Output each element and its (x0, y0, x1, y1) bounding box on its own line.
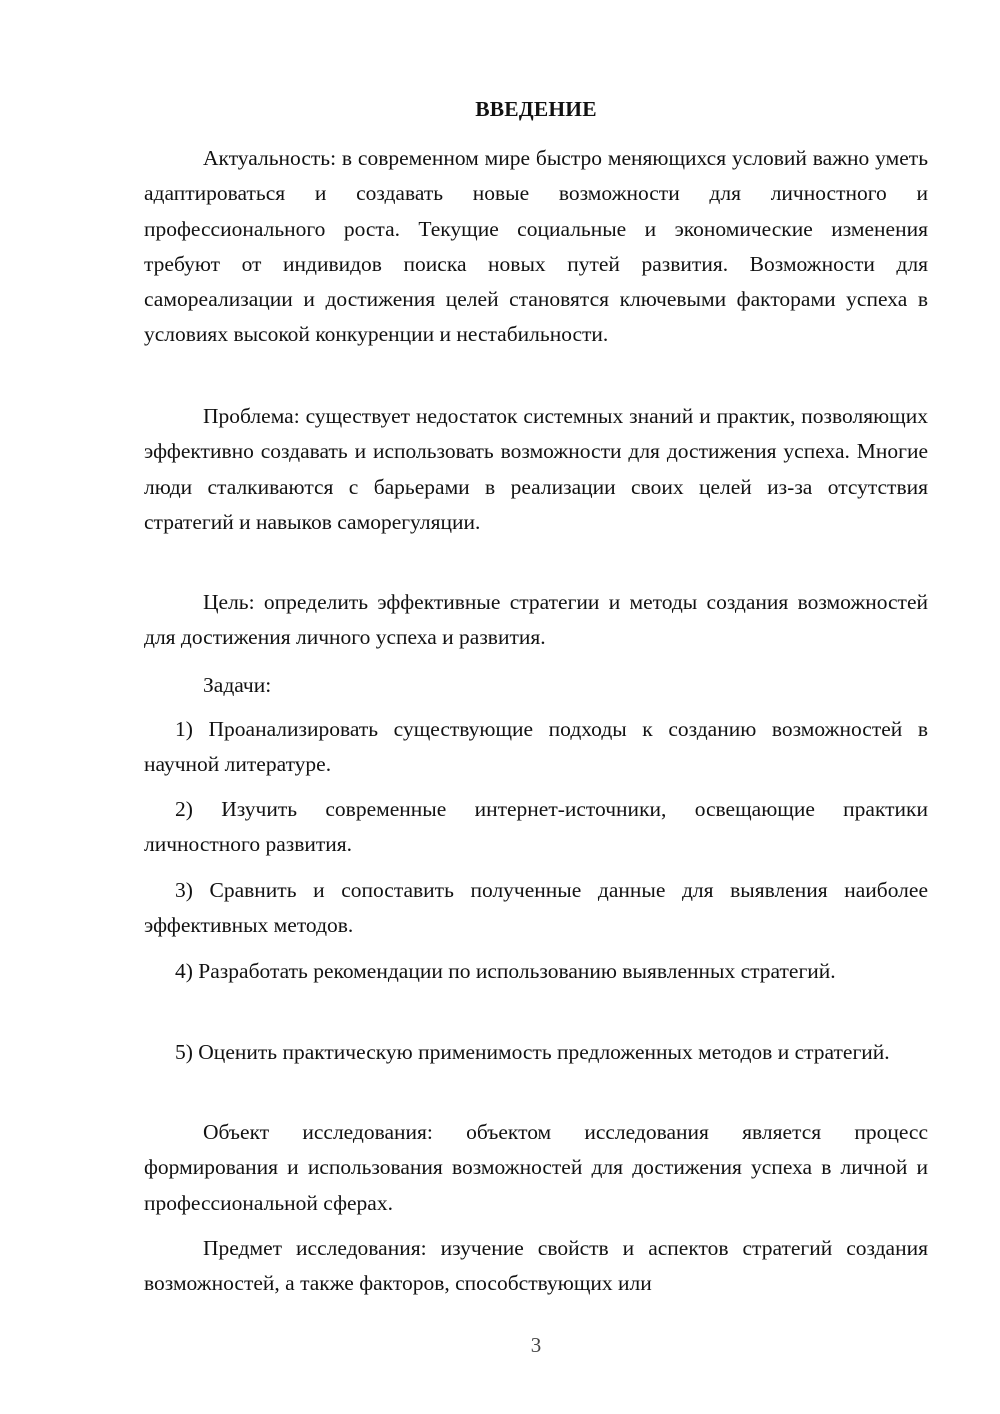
task-item-3: 3) Сравнить и сопоставить полученные данные для выявления наиболее эффективных методов. (144, 878, 928, 938)
paragraph-relevance: Актуальность: в современном мире быстро меняющихся условий важно уметь адаптироваться и создавать новые возможности для личностного и профессионального роста. Текущие социальные и экономические изменения требуют от индивидов поиска новых путей развития. Возможности для самореализации и достижения целей становятся ключевыми факторами успеха в условиях высокой конкуренции и нестабильности. (144, 146, 928, 347)
paragraph-subject: Предмет исследования: изучение свойств и аспектов стратегий создания возможностей, а также факторов, способствующих или (144, 1236, 928, 1296)
task-item-4: 4) Разработать рекомендации по использованию выявленных стратегий. (175, 959, 836, 983)
task-item-5: 5) Оценить практическую применимость предложенных методов и стратегий. (175, 1040, 890, 1064)
paragraph-object: Объект исследования: объектом исследования является процесс формирования и использования возможностей для достижения успеха в личной и профессиональной сферах. (144, 1120, 928, 1215)
section-title: ВВЕДЕНИЕ (475, 97, 597, 121)
paragraph-goal: Цель: определить эффективные стратегии и методы создания возможностей для достижения личного успеха и развития. (144, 590, 928, 650)
paragraph-problem: Проблема: существует недостаток системных знаний и практик, позволяющих эффективно создавать и использовать возможности для достижения успеха. Многие люди сталкиваются с барьерами в реализации своих целей из-за отсутствия стратегий и навыков саморегуляции. (144, 404, 928, 534)
task-item-2: 2) Изучить современные интернет-источники, освещающие практики личностного развития. (144, 797, 928, 857)
page-number: 3 (530, 1333, 542, 1357)
task-item-1: 1) Проанализировать существующие подходы к созданию возможностей в научной литературе. (144, 717, 928, 777)
tasks-heading: Задачи: (203, 673, 272, 697)
